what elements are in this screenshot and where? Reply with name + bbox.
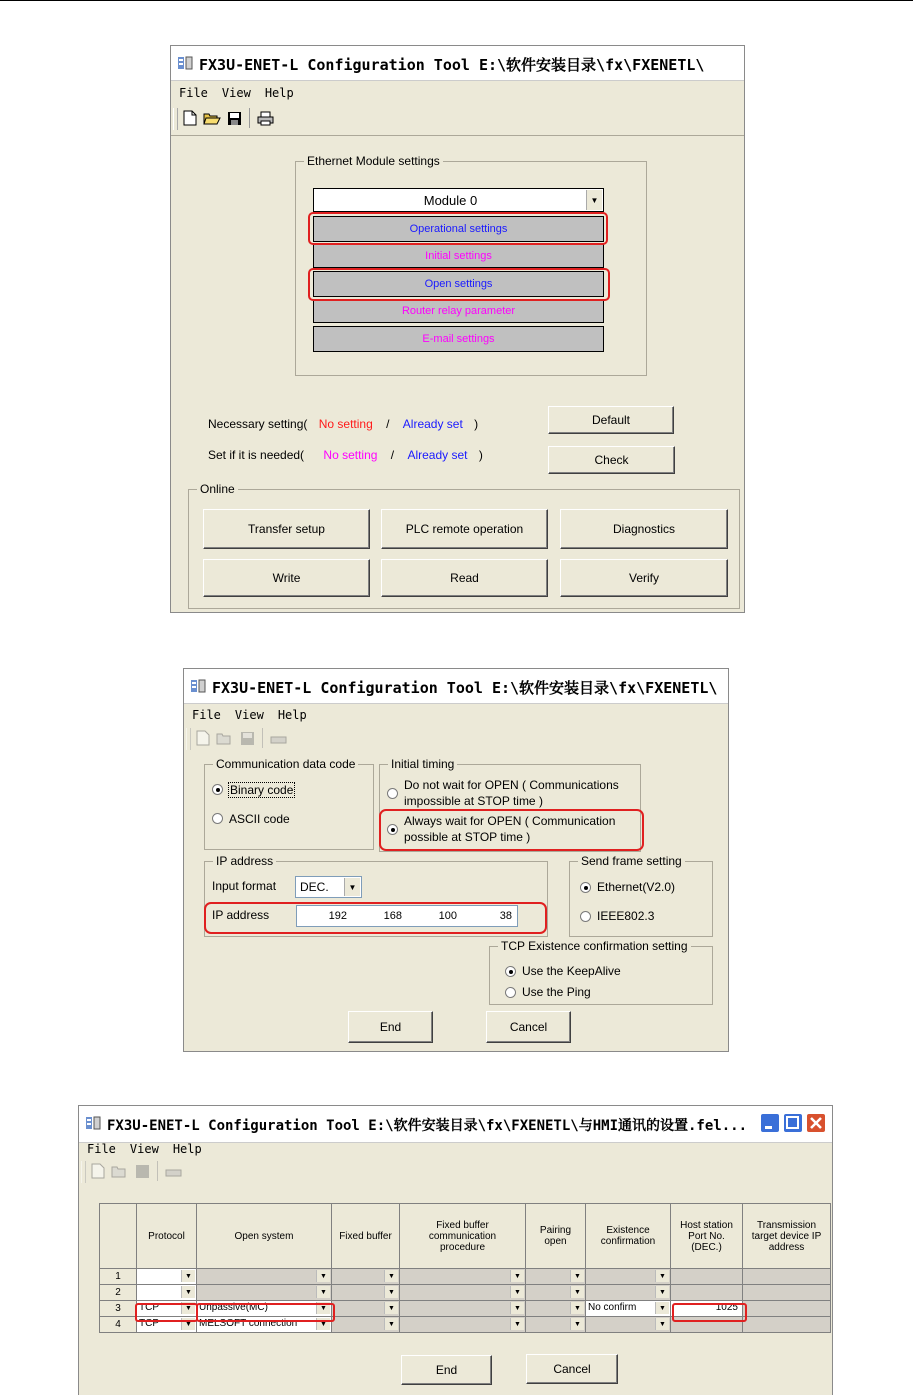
col-existence-confirmation: Existence confirmation [586, 1204, 671, 1269]
ip-octet-2[interactable]: 168 [383, 910, 402, 922]
close-button[interactable] [806, 1113, 826, 1133]
binary-code-radio[interactable] [212, 784, 223, 795]
necessary-setting-line [208, 417, 478, 431]
group-legend: Ethernet Module settings [304, 154, 443, 168]
row-number: 2 [100, 1285, 137, 1301]
existence-cell[interactable]: No confirm ▼ [586, 1301, 671, 1317]
save-icon[interactable] [224, 108, 244, 128]
existence-cell[interactable] [586, 1285, 671, 1301]
ping-radio[interactable] [505, 987, 516, 998]
toolbar-divider [171, 135, 744, 136]
toolbar [173, 108, 275, 132]
row-number: 4 [100, 1317, 137, 1333]
print-icon[interactable] [255, 108, 275, 128]
open-settings-label: Open settings [424, 278, 493, 290]
window-title: FX3U-ENET-L Configuration Tool E:\软件安装目录\fx\FXENETL\与HMI通讯的设置.fel... [107, 1118, 748, 1134]
cancel-label: Cancel [509, 1020, 548, 1034]
chevron-down-icon: ▼ [586, 190, 602, 210]
open-system-cell[interactable] [197, 1269, 332, 1285]
fixed-buffer-cell[interactable] [332, 1301, 400, 1317]
fixed-buffer-cell[interactable] [332, 1285, 400, 1301]
plc-remote-operation-button[interactable] [381, 509, 548, 549]
config-window-main [170, 45, 745, 613]
read-label: Read [450, 571, 479, 585]
send-frame-group [569, 854, 713, 937]
chevron-down-icon: ▼ [181, 1302, 195, 1314]
ethernet-v2-label: Ethernet(V2.0) [597, 880, 676, 894]
read-button[interactable] [381, 559, 548, 597]
window-title: FX3U-ENET-L Configuration Tool E:\软件安装目录\fx\FXENETL\ [199, 56, 705, 74]
target-ip-cell[interactable] [743, 1317, 831, 1333]
ip-octet-3[interactable]: 100 [438, 910, 457, 922]
menu-view[interactable]: View [234, 708, 264, 722]
tcp-existence-legend: TCP Existence confirmation setting [498, 939, 691, 953]
maximize-icon [784, 1114, 802, 1132]
chevron-down-icon: ▼ [181, 1270, 195, 1282]
email-settings-label: E-mail settings [422, 333, 495, 345]
input-format-label: Input format [212, 879, 277, 893]
keepalive-radio[interactable] [505, 966, 516, 977]
chevron-down-icon: ▼ [510, 1302, 524, 1314]
protocol-cell[interactable] [137, 1285, 197, 1301]
online-legend: Online [197, 482, 238, 496]
fixed-buffer-proc-cell[interactable] [400, 1301, 526, 1317]
table-header-row [100, 1204, 831, 1269]
open-system-cell[interactable]: Unpassive(MC) ▼ [197, 1301, 332, 1317]
target-ip-cell[interactable] [743, 1301, 831, 1317]
close-icon [807, 1114, 825, 1132]
open-icon[interactable] [202, 108, 222, 128]
ip-address-label: IP address [212, 908, 270, 922]
chevron-down-icon: ▼ [316, 1270, 330, 1282]
no-wait-line1: Do not wait for OPEN ( Communications [404, 778, 619, 792]
toolbar [81, 1161, 183, 1185]
app-icon [190, 678, 206, 694]
cancel-button[interactable] [526, 1354, 618, 1384]
operational-settings-label: Operational settings [409, 223, 508, 235]
col-target-ip: Transmission target device IP address [743, 1204, 831, 1269]
plc-remote-label: PLC remote operation [405, 522, 524, 536]
keepalive-label: Use the KeepAlive [522, 964, 621, 978]
chevron-down-icon: ▼ [316, 1302, 330, 1314]
chevron-down-icon: ▼ [344, 878, 360, 896]
cancel-button[interactable] [486, 1011, 571, 1043]
ip-octet-1[interactable]: 192 [328, 910, 347, 922]
highlight-always-wait [379, 809, 644, 851]
col-host-port: Host station Port No. (DEC.) [671, 1204, 743, 1269]
initial-timing-legend: Initial timing [388, 757, 457, 771]
highlight-open-settings [308, 268, 610, 301]
target-ip-cell[interactable] [743, 1285, 831, 1301]
existence-cell[interactable] [586, 1269, 671, 1285]
minimize-icon [761, 1114, 779, 1132]
highlight-protocol-row3 [135, 1303, 198, 1322]
needed-no-setting: No setting [323, 448, 378, 462]
save-icon [132, 1161, 152, 1181]
chevron-down-icon: ▼ [510, 1286, 524, 1298]
pairing-open-cell[interactable] [526, 1317, 586, 1333]
open-system-cell[interactable]: MELSOFT connection ▼ [197, 1317, 332, 1333]
chevron-down-icon: ▼ [181, 1286, 195, 1298]
initial-settings-button[interactable] [313, 244, 604, 268]
window-title: FX3U-ENET-L Configuration Tool E:\软件安装目录\fx\FXENETL\ [212, 679, 718, 697]
input-format-value: DEC. [300, 880, 329, 894]
comm-data-code-group [204, 757, 374, 850]
maximize-button[interactable] [783, 1113, 803, 1133]
always-wait-line1: Always wait for OPEN ( Communication [404, 814, 616, 828]
chevron-down-icon: ▼ [570, 1302, 584, 1314]
existence-cell[interactable] [586, 1317, 671, 1333]
ip-address-legend: IP address [213, 854, 276, 868]
minimize-button[interactable] [760, 1113, 780, 1133]
needed-setting-line [208, 448, 483, 462]
toolbar-separator [262, 728, 263, 748]
chevron-down-icon: ▼ [316, 1318, 330, 1330]
router-relay-button[interactable] [313, 299, 604, 323]
title-bar [79, 1106, 832, 1143]
col-protocol: Protocol [137, 1204, 197, 1269]
slash: / [390, 448, 395, 462]
new-icon[interactable] [180, 108, 200, 128]
menu-help[interactable]: Help [264, 86, 294, 100]
protocol-cell[interactable]: TCP ▼ [137, 1301, 197, 1317]
chevron-down-icon: ▼ [655, 1302, 669, 1314]
col-fixed-buffer: Fixed buffer [332, 1204, 400, 1269]
necessary-setting-label: Necessary setting( [208, 417, 308, 431]
table-row [100, 1269, 831, 1285]
ieee8023-label: IEEE802.3 [597, 909, 655, 923]
pairing-open-cell[interactable] [526, 1301, 586, 1317]
col-pairing-open: Pairing open [526, 1204, 586, 1269]
end-button[interactable] [401, 1355, 492, 1385]
host-port-cell[interactable] [671, 1285, 743, 1301]
ip-octet-4[interactable]: 38 [499, 910, 512, 922]
chevron-down-icon: ▼ [384, 1270, 398, 1282]
app-icon [85, 1115, 101, 1131]
ascii-code-radio[interactable] [212, 813, 223, 824]
save-icon [237, 728, 257, 748]
new-icon [193, 728, 213, 748]
paren: ) [474, 417, 479, 431]
default-button[interactable] [548, 406, 674, 434]
fixed-buffer-proc-cell[interactable] [400, 1285, 526, 1301]
write-button[interactable] [203, 559, 370, 597]
email-settings-button[interactable] [313, 326, 604, 352]
router-relay-label: Router relay parameter [401, 305, 516, 317]
toolbar-grip [81, 1161, 86, 1183]
ascii-code-label: ASCII code [229, 812, 290, 826]
no-wait-radio[interactable] [387, 788, 398, 799]
chevron-down-icon: ▼ [655, 1270, 669, 1282]
necessary-already-set: Already set [402, 417, 463, 431]
title-bar [171, 46, 744, 81]
chevron-down-icon: ▼ [384, 1302, 398, 1314]
write-label: Write [272, 571, 301, 585]
row-number: 1 [100, 1269, 137, 1285]
toolbar-grip [186, 728, 191, 750]
highlight-ip-address [204, 902, 547, 934]
chevron-down-icon: ▼ [510, 1318, 524, 1330]
end-label: End [435, 1363, 458, 1377]
menu-file[interactable]: File [179, 86, 208, 100]
cancel-label: Cancel [553, 1362, 591, 1376]
default-label: Default [591, 413, 631, 427]
send-frame-legend: Send frame setting [578, 854, 685, 868]
transfer-setup-label: Transfer setup [248, 522, 325, 536]
protocol-cell[interactable] [137, 1269, 197, 1285]
end-button[interactable] [348, 1011, 433, 1043]
chevron-down-icon: ▼ [510, 1270, 524, 1282]
pairing-open-cell[interactable] [526, 1269, 586, 1285]
highlight-operational [308, 212, 608, 245]
module-select-value: Module 0 [423, 193, 478, 208]
needed-already-set: Already set [407, 448, 468, 462]
highlight-open-system-row3 [196, 1303, 335, 1322]
ieee8023-radio[interactable] [580, 911, 591, 922]
diagnostics-label: Diagnostics [612, 522, 676, 536]
chevron-down-icon: ▼ [570, 1318, 584, 1330]
menu-help[interactable]: Help [172, 1142, 202, 1156]
chevron-down-icon: ▼ [570, 1270, 584, 1282]
protocol-cell[interactable]: TCP ▼ [137, 1317, 197, 1333]
open-icon [215, 728, 235, 748]
toolbar-grip [173, 108, 178, 130]
menu-help[interactable]: Help [277, 708, 307, 722]
pairing-open-cell[interactable] [526, 1285, 586, 1301]
menu-bar [184, 708, 313, 728]
menu-bar [171, 86, 300, 106]
row-number-header [100, 1204, 137, 1269]
input-format-select[interactable] [295, 876, 362, 898]
open-system-cell[interactable] [197, 1285, 332, 1301]
col-open-system: Open system [197, 1204, 332, 1269]
app-icon [177, 55, 193, 71]
chevron-down-icon: ▼ [655, 1318, 669, 1330]
chevron-down-icon: ▼ [570, 1286, 584, 1298]
check-label: Check [594, 453, 629, 467]
no-wait-line2: impossible at STOP time ) [404, 794, 543, 808]
chevron-down-icon: ▼ [181, 1318, 195, 1330]
module-select[interactable] [313, 188, 604, 212]
host-port-cell[interactable] [671, 1269, 743, 1285]
end-label: End [379, 1020, 402, 1034]
chevron-down-icon: ▼ [384, 1286, 398, 1298]
verify-button[interactable] [560, 559, 728, 597]
verify-label: Verify [628, 571, 659, 585]
toolbar-separator [249, 108, 250, 128]
fixed-buffer-cell[interactable] [332, 1317, 400, 1333]
print-icon [268, 728, 288, 748]
check-button[interactable] [548, 446, 675, 474]
diagnostics-button[interactable] [560, 509, 728, 549]
open-settings-window [183, 668, 729, 1052]
col-fixed-buffer-procedure: Fixed buffer communication procedure [400, 1204, 526, 1269]
page-top-rule [0, 0, 913, 1]
necessary-no-setting: No setting [318, 417, 373, 431]
new-icon [88, 1161, 108, 1181]
slash: / [386, 417, 390, 431]
needed-setting-label: Set if it is needed( [208, 448, 305, 462]
open-settings-table-window [78, 1105, 833, 1395]
print-icon [163, 1161, 183, 1181]
target-ip-cell[interactable] [743, 1269, 831, 1285]
chevron-down-icon: ▼ [384, 1318, 398, 1330]
host-port-cell[interactable]: 1025 [671, 1301, 743, 1317]
ping-label: Use the Ping [522, 985, 591, 999]
fixed-buffer-cell[interactable] [332, 1269, 400, 1285]
ethernet-v2-radio[interactable] [580, 882, 591, 893]
title-bar [184, 669, 728, 704]
toolbar-separator [157, 1161, 158, 1181]
fixed-buffer-proc-cell[interactable] [400, 1269, 526, 1285]
chevron-down-icon: ▼ [316, 1286, 330, 1298]
table-row [100, 1285, 831, 1301]
binary-code-label: Binary code [230, 783, 294, 797]
paren: ) [478, 448, 483, 462]
open-icon [110, 1161, 130, 1181]
fixed-buffer-proc-cell[interactable] [400, 1317, 526, 1333]
comm-data-code-legend: Communication data code [213, 757, 358, 771]
transfer-setup-button[interactable] [203, 509, 370, 549]
menu-view[interactable]: View [129, 1142, 159, 1156]
initial-settings-label: Initial settings [425, 250, 492, 262]
menu-file[interactable]: File [192, 708, 221, 722]
highlight-port-row3 [672, 1303, 747, 1322]
toolbar [186, 728, 288, 752]
menu-file[interactable]: File [87, 1142, 116, 1156]
menu-bar [79, 1142, 208, 1162]
always-wait-line2: possible at STOP time ) [404, 830, 531, 844]
chevron-down-icon: ▼ [655, 1286, 669, 1298]
menu-view[interactable]: View [221, 86, 251, 100]
row-number: 3 [100, 1301, 137, 1317]
